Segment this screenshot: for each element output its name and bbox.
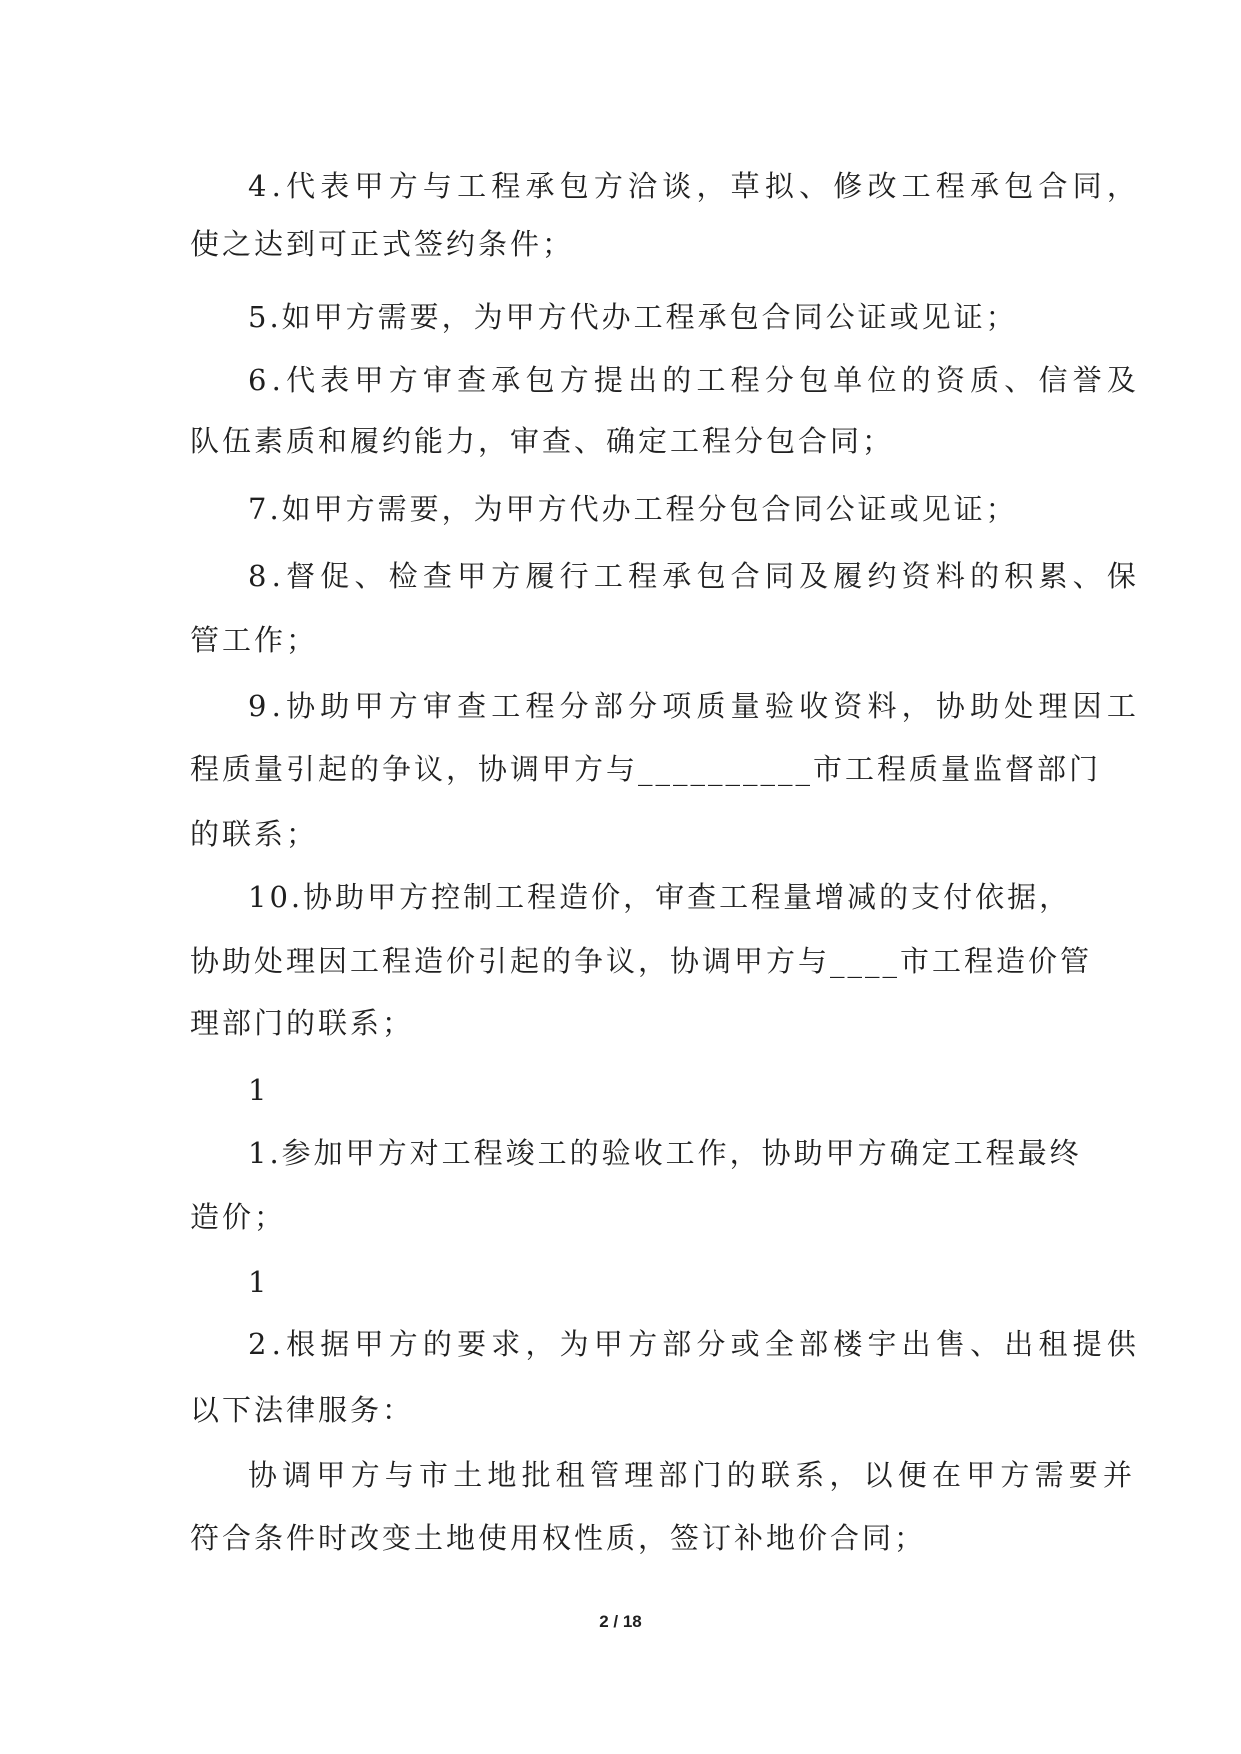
paragraph-line: 1.参加甲方对工程竣工的验收工作，协助甲方确定工程最终 [248, 1136, 1082, 1170]
paragraph-line: 队伍素质和履约能力，审查、确定工程分包合同； [190, 424, 895, 458]
paragraph-line: 8.督促、检查甲方履行工程承包合同及履约资料的积累、保 [248, 559, 1142, 593]
paragraph-line: 5.如甲方需要，为甲方代办工程承包合同公证或见证； [248, 300, 1018, 334]
paragraph-line: 协调甲方与市土地批租管理部门的联系，以便在甲方需要并 [248, 1458, 1138, 1492]
paragraph-line: 协助处理因工程造价引起的争议，协调甲方与____市工程造价管 [190, 944, 1093, 978]
paragraph-line: 1 [248, 1073, 270, 1107]
paragraph-line: 使之达到可正式签约条件； [190, 227, 575, 261]
paragraph-line: 的联系； [190, 817, 319, 851]
paragraph-line: 管工作； [190, 623, 319, 657]
paragraph-line: 以下法律服务： [190, 1393, 415, 1427]
paragraph-line: 2.根据甲方的要求，为甲方部分或全部楼宇出售、出租提供 [248, 1327, 1142, 1361]
paragraph-line: 符合条件时改变土地使用权性质，签订补地价合同； [190, 1521, 927, 1555]
page-number: 2 / 18 [599, 1612, 642, 1631]
paragraph-line: 理部门的联系； [190, 1006, 415, 1040]
paragraph-line: 6.代表甲方审查承包方提出的工程分包单位的资质、信誉及 [248, 363, 1142, 397]
paragraph-line: 4.代表甲方与工程承包方洽谈，草拟、修改工程承包合同， [248, 169, 1142, 203]
paragraph-line: 9.协助甲方审查工程分部分项质量验收资料，协助处理因工 [248, 689, 1142, 723]
paragraph-line: 程质量引起的争议，协调甲方与__________市工程质量监督部门 [190, 752, 1102, 786]
paragraph-line: 1 [248, 1265, 270, 1299]
paragraph-line: 7.如甲方需要，为甲方代办工程分包合同公证或见证； [248, 492, 1018, 526]
paragraph-line: 造价； [190, 1200, 287, 1234]
paragraph-line: 10.协助甲方控制工程造价，审查工程量增减的支付依据， [248, 880, 1072, 914]
